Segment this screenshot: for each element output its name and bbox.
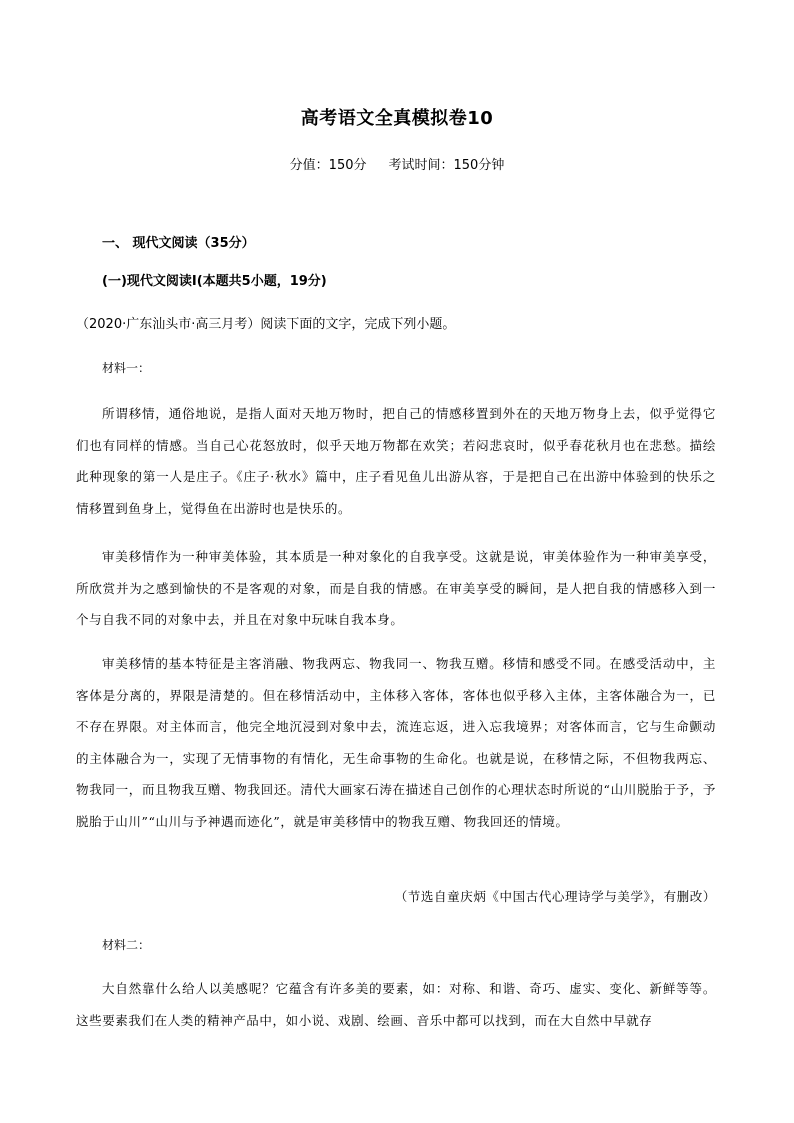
- material-one-source: （节选自童庆炳《中国古代心理诗学与美学》，有删改）: [394, 889, 716, 904]
- material-two-label: 材料二：: [102, 938, 151, 952]
- score-text: 分值：150分: [289, 158, 367, 173]
- time-text: 考试时间：150分钟: [388, 158, 505, 173]
- page-title: 高考语文全真模拟卷10: [300, 108, 494, 129]
- material-one-paragraph: 审美移情作为一种审美体验，其本质是一种对象化的自我享受。这就是说，审美体验作为一种审美享受，所欣赏并为之感到愉快的不是客观的对象，而是自我的情感。在审美享受的瞬间，是人把自我的情感移入到一个与自我不同的对象中去，并且在对象中玩味自我本身。: [76, 549, 716, 627]
- exam-meta: [0, 154, 794, 173]
- section-heading: 一、 现代文阅读（35分）: [102, 236, 255, 251]
- reading-instruction: （2020·广东汕头市·高三月考）阅读下面的文字，完成下列小题。: [76, 317, 456, 332]
- material-one-label: 材料一：: [102, 361, 151, 375]
- subsection-heading: (一)现代文阅读Ⅰ(本题共5小题，19分): [102, 274, 327, 289]
- material-one-paragraph: 所谓移情，通俗地说，是指人面对天地万物时，把自己的情感移置到外在的天地万物身上去，似乎觉得它们也有同样的情感。当自己心花怒放时，似乎天地万物都在欢笑；若闷悲哀时，似乎春花秋月也在悲愁。描绘此种现象的第一人是庄子。《庄子·秋水》篇中，庄子看见鱼儿出游从容，于是把自己在出游中体验到的快乐之情移置到鱼身上，觉得鱼在出游时也是快乐的。: [76, 406, 716, 516]
- material-one-paragraph: 审美移情的基本特征是主客消融、物我两忘、物我同一、物我互赠。移情和感受不同。在感受活动中，主客体是分离的，界限是清楚的。但在移情活动中，主体移入客体，客体也似乎移入主体，主客体融合为一，已不存在界限。对主体而言，他完全地沉浸到对象中去，流连忘返，进入忘我境界；对客体而言，它与生命颤动的主体融合为一，实现了无情事物的有情化，无生命事物的生命化。也就是说，在移情之际，不但物我两忘、物我同一，而且物我互赠、物我回还。清代大画家石涛在描述自己创作的心理状态时所说的“山川脱胎于予，予脱胎于山川”“山川与予神遇而迹化”，就是审美移情中的物我互赠、物我回还的情境。: [76, 656, 716, 829]
- material-two-paragraph: 大自然靠什么给人以美感呢？它蕴含有许多美的要素，如：对称、和谐、奇巧、虚实、变化、新鲜等等。这些要素我们在人类的精神产品中，如小说、戏剧、绘画、音乐中都可以找到，而在大自然中早就存: [76, 981, 716, 1028]
